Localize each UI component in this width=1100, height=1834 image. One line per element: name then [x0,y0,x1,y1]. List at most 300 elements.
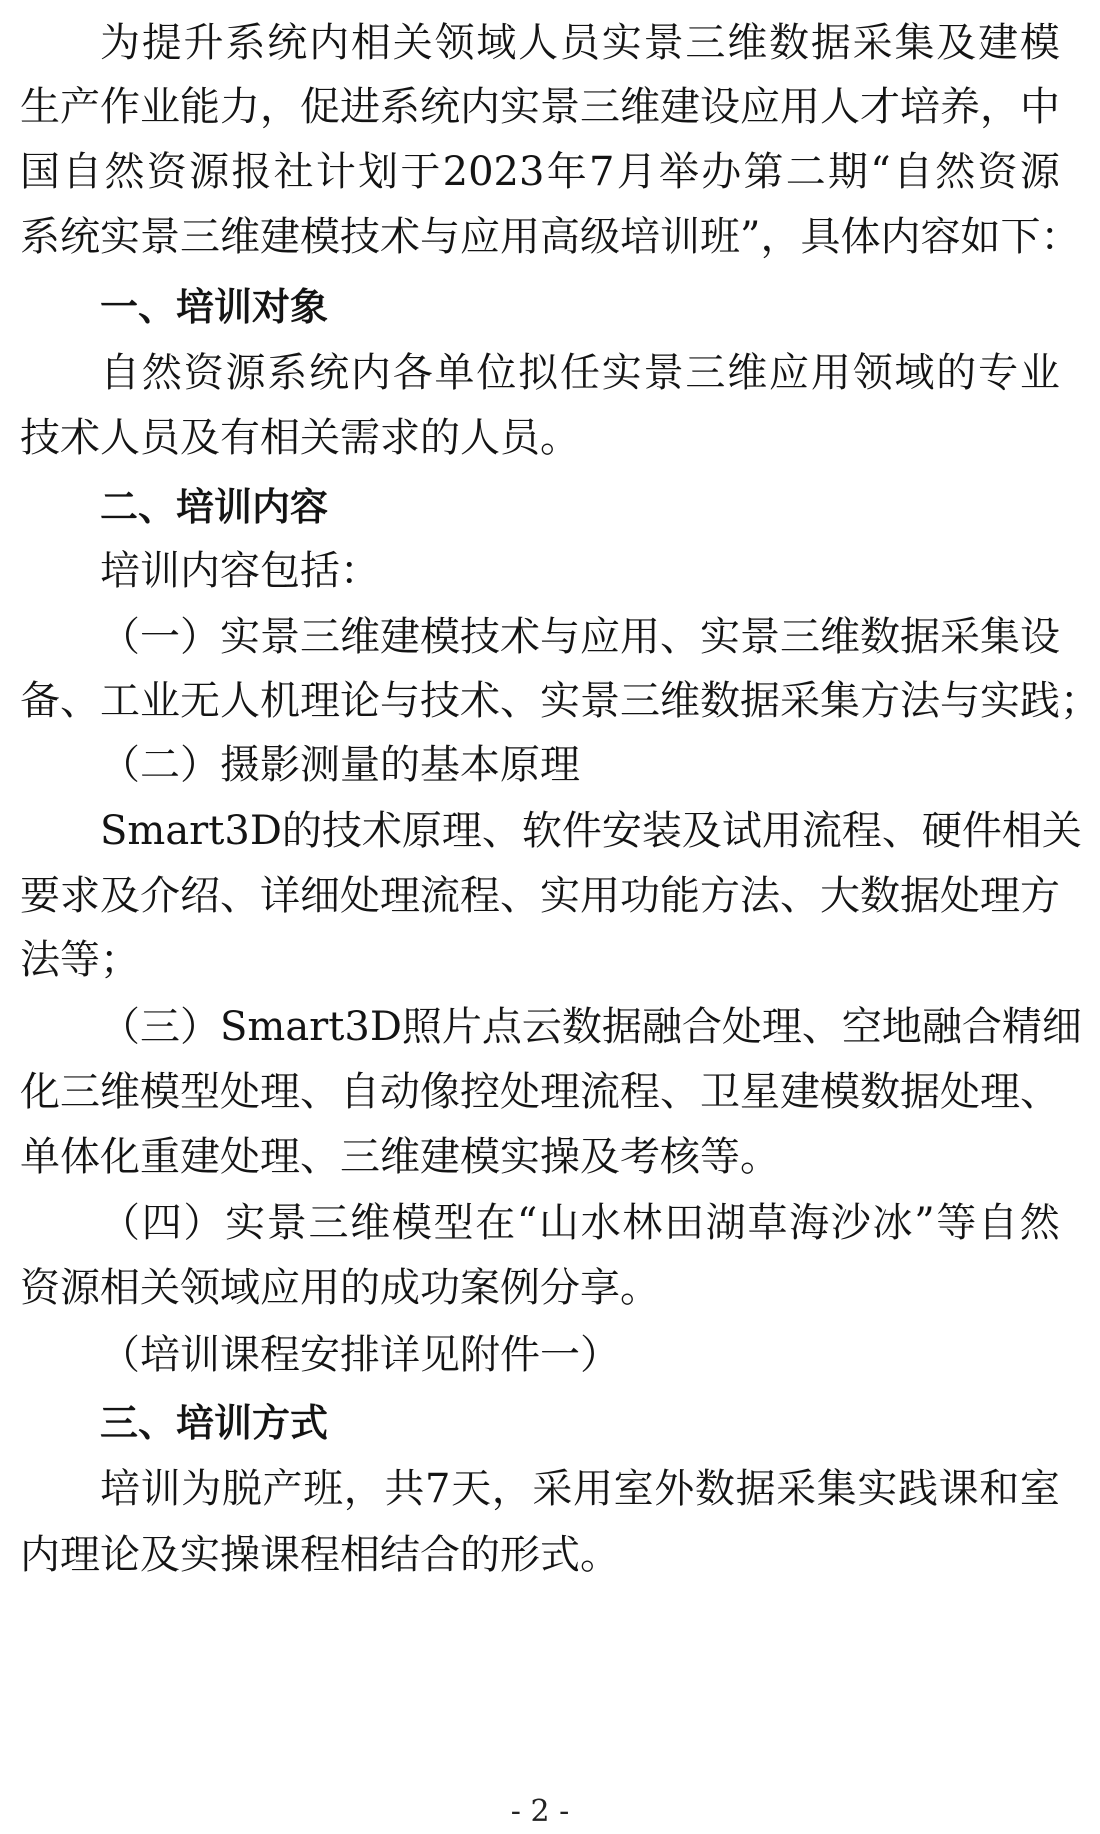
glyph: 术 [380,214,420,260]
glyph: 课 [938,1466,979,1512]
glyph: 据 [735,1466,776,1512]
glyph: ， [491,1466,532,1512]
glyph: 促 [300,84,340,130]
glyph: 三 [580,84,620,130]
glyph: ： [1040,214,1081,260]
glyph: 域 [476,20,517,66]
glyph: 模 [420,614,460,660]
glyph: 采 [780,678,820,724]
glyph: 据 [740,678,780,724]
glyph: 理 [980,873,1020,919]
glyph: 照 [401,1004,442,1050]
glyph: 模 [391,1200,432,1246]
glyph: 培 [620,214,660,260]
glyph: 原 [401,808,442,854]
glyph: 践 [897,1466,938,1512]
glyph: 技 [340,214,380,260]
glyph: 计 [315,149,356,195]
glyph: 源 [1019,149,1060,195]
glyph: 如 [960,214,1001,260]
glyph: 训 [660,214,700,260]
glyph: 、 [300,1069,340,1115]
glyph: 地 [881,1004,922,1050]
glyph: 景 [260,614,300,660]
intro-line-4 [20,200,1081,274]
glyph: 采 [852,20,893,66]
glyph: 型 [433,1200,474,1246]
glyph: 景 [740,614,780,660]
glyph: 域 [894,350,935,396]
glyph: 培 [100,1466,140,1512]
glyph: 合 [681,1004,722,1050]
glyph: 实 [500,84,540,130]
glyph: 景 [266,1200,307,1246]
glyph: 与 [940,678,980,724]
glyph: 设 [700,84,740,130]
glyph: 三 [140,1004,180,1050]
glyph: 数 [860,873,900,919]
content-item-4-line-2: 资源相关领域应用的成功案例分享。 [20,1265,660,1311]
glyph: 于 [400,149,441,195]
glyph: 实 [700,614,740,660]
glyph: 内 [460,84,500,130]
glyph: ） [180,1004,220,1050]
content-item-3-line-1 [100,990,1082,1064]
content-item-2-line-2 [20,859,1060,933]
glyph: 报 [231,149,272,195]
glyph: 维 [620,84,660,130]
content-item-3-line-3: 单体化重建处理、三维建模实操及考核等。 [20,1134,780,1180]
glyph: 年 [546,149,587,195]
glyph: 程 [841,808,882,854]
glyph: Smart3D [100,808,282,854]
glyph: 软 [521,808,562,854]
section-heading-audience: 一、培训对象 [100,285,329,329]
glyph: 景 [580,678,620,724]
glyph: 细 [1041,1004,1082,1050]
glyph: 相 [350,20,391,66]
glyph: 处 [721,1004,762,1050]
glyph: 型 [180,1069,220,1115]
glyph: ” [740,214,761,260]
glyph: 各 [392,350,433,396]
glyph: 、 [60,678,100,724]
glyph: Smart3D [220,1004,402,1050]
glyph: 三 [780,614,820,660]
glyph: 方 [1020,873,1060,919]
glyph: 应 [580,614,620,660]
glyph: 数 [769,20,809,66]
glyph: 实 [601,20,642,66]
glyph: 实 [100,214,140,260]
glyph: 人 [820,84,860,130]
glyph: 要 [20,873,60,919]
glyph: 室 [1019,1466,1060,1512]
glyph: 用 [580,873,620,919]
glyph: 源 [189,149,230,195]
glyph: 7 [425,1466,451,1512]
glyph: 单 [434,350,475,396]
glyph: 术 [460,678,500,724]
glyph: 自 [893,149,934,195]
glyph: 、 [220,873,260,919]
glyph: 、 [881,808,922,854]
glyph: 业 [1019,350,1060,396]
glyph: 系 [380,84,420,130]
glyph: 理 [300,678,340,724]
glyph: 举 [658,149,699,195]
glyph: 与 [380,678,420,724]
glyph: 介 [140,873,180,919]
glyph: 大 [820,873,860,919]
glyph: 采 [532,1466,573,1512]
glyph: 星 [740,1069,780,1115]
glyph: 理 [260,1069,300,1115]
content-item-2-line-3: 法等； [20,937,140,983]
glyph: 用 [620,614,660,660]
glyph: 国 [20,149,60,195]
glyph: 流 [801,808,842,854]
glyph: 进 [340,84,380,130]
glyph: 7 [588,149,615,195]
glyph: 三 [685,20,726,66]
glyph: 与 [540,614,580,660]
glyph: 体 [840,214,881,260]
glyph: 数 [694,1466,735,1512]
glyph: 动 [380,1069,420,1115]
glyph: ” [914,1200,935,1246]
glyph: 数 [700,678,740,724]
glyph: 绍 [180,873,220,919]
glyph: “ [870,149,891,195]
glyph: 系 [225,20,266,66]
glyph: 景 [540,84,580,130]
glyph: 用 [572,1466,613,1512]
glyph: 提 [141,20,182,66]
glyph: 升 [183,20,224,66]
glyph: 室 [613,1466,654,1512]
glyph: 与 [420,214,460,260]
glyph: 的 [936,350,977,396]
method-line-2: 内理论及实操课程相结合的形式。 [20,1532,620,1578]
section-heading-method: 三、培训方式 [100,1401,329,1445]
glyph: 试 [721,808,762,854]
glyph: 采 [776,1466,817,1512]
glyph: 建 [780,1069,820,1115]
glyph: 、 [801,1004,842,1050]
glyph: 内 [309,20,350,66]
glyph: 理 [441,808,482,854]
glyph: （ [100,1200,140,1246]
glyph: 程 [620,1069,660,1115]
glyph: 容 [920,214,961,260]
glyph: 三 [685,350,726,396]
glyph: 等 [936,1200,977,1246]
glyph: 用 [761,808,802,854]
glyph: 维 [100,1069,140,1115]
glyph: 据 [900,1069,940,1115]
glyph: 程 [460,873,500,919]
glyph: 采 [940,614,980,660]
glyph: 维 [220,214,260,260]
glyph: 划 [358,149,399,195]
glyph: 位 [476,350,517,396]
glyph: 方 [860,678,900,724]
glyph: 模 [820,1069,860,1115]
glyph: 流 [420,873,460,919]
glyph: 一 [140,614,180,660]
audience-line-1 [100,336,1060,410]
glyph: 用 [500,214,540,260]
glyph: 四 [141,1200,182,1246]
glyph: 湖 [705,1200,746,1246]
glyph: 功 [620,873,660,919]
page-number: - 2 - [510,1794,570,1829]
glyph: （ [100,614,140,660]
audience-line-2: 技术人员及有相关需求的人员。 [20,415,580,461]
glyph: 具 [800,214,841,260]
content-item-3-line-2 [20,1055,1060,1129]
glyph: 应 [740,84,780,130]
glyph: 高 [540,214,580,260]
content-intro: 培训内容包括： [100,548,380,594]
glyph: 三 [180,214,220,260]
glyph: 内 [350,350,391,396]
glyph: ， [343,1466,384,1512]
glyph: 技 [460,614,500,660]
glyph: 资 [977,149,1018,195]
glyph: 数 [860,1069,900,1115]
glyph: 建 [260,214,300,260]
glyph: 田 [664,1200,705,1246]
glyph: 建 [660,84,700,130]
glyph: 然 [104,149,145,195]
glyph: 三 [620,678,660,724]
glyph: 无 [180,678,220,724]
glyph: 生 [20,84,60,130]
content-item-1-line-2 [20,664,1100,738]
glyph: 才 [860,84,900,130]
glyph: 员 [559,20,600,66]
glyph: 拟 [518,350,559,396]
glyph: 处 [220,1069,260,1115]
content-note: （培训课程安排详见附件一） [100,1332,620,1378]
glyph: 求 [60,873,100,919]
glyph: 脱 [221,1466,262,1512]
glyph: 机 [260,678,300,724]
glyph: 理 [380,873,420,919]
glyph: 水 [580,1200,621,1246]
glyph: 方 [700,873,740,919]
glyph: 处 [940,873,980,919]
glyph: 处 [940,1069,980,1115]
glyph: 专 [978,350,1019,396]
glyph: 二 [785,149,826,195]
glyph: 统 [60,214,100,260]
glyph: 实 [220,614,260,660]
glyph: 实 [980,678,1020,724]
glyph: 维 [340,614,380,660]
glyph: 数 [561,1004,602,1050]
glyph: 培 [900,84,940,130]
glyph: 冰 [872,1200,913,1246]
glyph: 、 [1020,1069,1060,1115]
glyph: 流 [580,1069,620,1115]
content-item-4-line-1 [100,1186,1060,1260]
glyph: 及 [936,20,977,66]
glyph: 数 [860,614,900,660]
glyph: 维 [660,678,700,724]
content-item-2-line-1 [100,794,1082,868]
glyph: 集 [894,20,935,66]
glyph: 件 [561,808,602,854]
glyph: 据 [900,873,940,919]
glyph: 自 [340,1069,380,1115]
method-line-1 [100,1452,1060,1526]
glyph: 月 [616,149,657,195]
glyph: 云 [521,1004,562,1050]
glyph: 集 [820,678,860,724]
glyph: 维 [820,614,860,660]
glyph: 技 [420,678,460,724]
glyph: 沙 [830,1200,871,1246]
glyph: 能 [660,873,700,919]
glyph: 法 [900,678,940,724]
glyph: 精 [1001,1004,1042,1050]
intro-line-1 [100,6,1060,80]
glyph: 安 [601,808,642,854]
glyph: 用 [810,350,851,396]
glyph: 集 [816,1466,857,1512]
glyph: 集 [980,614,1020,660]
glyph: ， [760,214,801,260]
glyph: 外 [654,1466,695,1512]
glyph: 三 [308,1200,349,1246]
glyph: 办 [701,149,742,195]
glyph: 据 [810,20,851,66]
glyph: 业 [140,84,180,130]
glyph: ， [980,84,1020,130]
glyph: 片 [441,1004,482,1050]
glyph: 三 [60,1069,100,1115]
glyph: 空 [841,1004,882,1050]
glyph: 法 [740,873,780,919]
glyph: 应 [460,214,500,260]
glyph: ） [183,1200,224,1246]
glyph: 下 [1000,214,1041,260]
glyph: 中 [1020,84,1060,130]
glyph: 第 [743,149,784,195]
glyph: 维 [350,1200,391,1246]
glyph: 系 [20,214,60,260]
glyph: 人 [220,678,260,724]
glyph: 景 [643,20,684,66]
glyph: 实 [857,1466,898,1512]
glyph: 、 [481,808,522,854]
glyph: 建 [978,20,1019,66]
glyph: 融 [921,1004,962,1050]
glyph: 硬 [921,808,962,854]
glyph: 然 [1019,1200,1060,1246]
glyph: 实 [540,678,580,724]
glyph: 工 [100,678,140,724]
intro-line-3 [20,135,1060,209]
glyph: 资 [183,350,224,396]
glyph: 件 [961,808,1002,854]
section-heading-content: 二、培训内容 [100,485,329,529]
glyph: 像 [420,1069,460,1115]
glyph: 统 [267,20,308,66]
glyph: 技 [321,808,362,854]
glyph: 模 [140,1069,180,1115]
glyph: 及 [681,808,722,854]
glyph: （ [100,1004,140,1050]
content-item-1-line-1 [100,600,1060,674]
glyph: 系 [267,350,308,396]
glyph: 景 [643,350,684,396]
glyph: 融 [641,1004,682,1050]
glyph: 、 [500,678,540,724]
glyph: 内 [880,214,921,260]
glyph: ） [180,614,220,660]
glyph: 作 [100,84,140,130]
glyph: 然 [141,350,182,396]
glyph: 备 [20,678,60,724]
glyph: 卫 [700,1069,740,1115]
glyph: 级 [580,214,620,260]
glyph: 草 [747,1200,788,1246]
glyph: 相 [1001,808,1042,854]
glyph: 为 [181,1466,222,1512]
glyph: 模 [300,214,340,260]
glyph: 术 [500,614,540,660]
glyph: 践 [1020,678,1060,724]
glyph: 点 [481,1004,522,1050]
glyph: 和 [979,1466,1020,1512]
glyph: 训 [140,1466,181,1512]
glyph: 模 [1019,20,1060,66]
glyph: 在 [475,1200,516,1246]
glyph: 、 [780,873,820,919]
glyph: 2023 [442,149,545,195]
glyph: 期 [828,149,869,195]
glyph: 用 [780,84,820,130]
glyph: 术 [361,808,402,854]
glyph: 、 [660,1069,700,1115]
glyph: 统 [420,84,460,130]
glyph: 任 [559,350,600,396]
glyph: 海 [789,1200,830,1246]
glyph: 据 [900,614,940,660]
glyph: 处 [340,873,380,919]
glyph: 详 [260,873,300,919]
intro-line-2 [20,70,1060,144]
glyph: 产 [60,84,100,130]
glyph: ， [260,84,300,130]
glyph: 关 [392,20,433,66]
glyph: 装 [641,808,682,854]
glyph: 实 [601,350,642,396]
glyph: 、 [500,873,540,919]
glyph: 产 [262,1466,303,1512]
glyph: 山 [539,1200,580,1246]
glyph: 景 [140,214,180,260]
glyph: 业 [140,678,180,724]
glyph: 班 [303,1466,344,1512]
glyph: 实 [225,1200,266,1246]
glyph: 理 [540,1069,580,1115]
glyph: 天 [451,1466,492,1512]
